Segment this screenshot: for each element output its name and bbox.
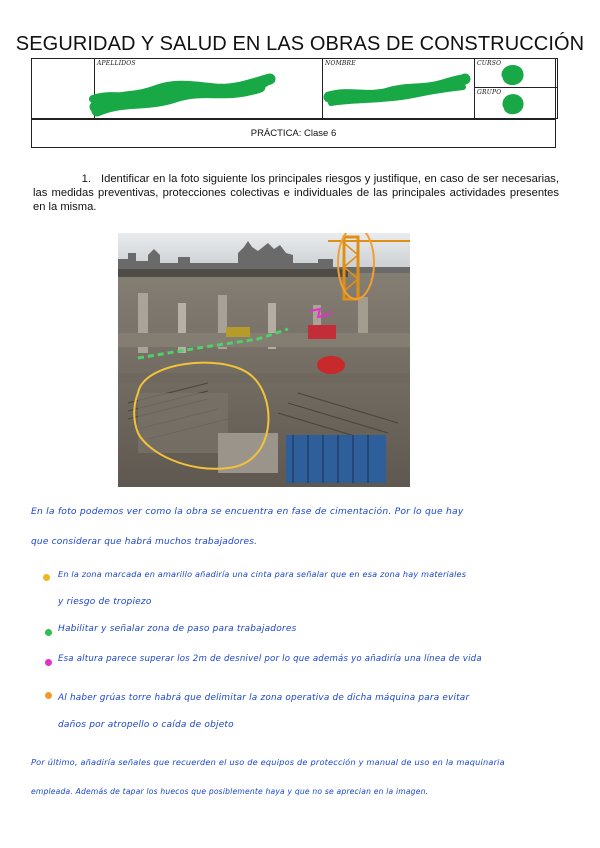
answer-closing-line-1: Por último, añadiría señales que recuerden el uso de equipos de protección y manual de uso en la maquinaria — [31, 757, 505, 767]
photo-illustration — [118, 233, 410, 487]
apellidos-label: APELLIDOS — [97, 60, 136, 67]
construction-site-photo — [118, 233, 410, 487]
answer-closing-line-2: empleada. Además de tapar los huecos que posiblemente haya y que no se aprecian en la imagen. — [31, 787, 429, 796]
grupo-label: GRUPO — [477, 89, 502, 96]
answer-bullet-1-line-1: En la zona marcada en amarillo añadiría una cinta para señalar que en esa zona hay materiales — [58, 569, 467, 579]
green-bullet-icon — [45, 629, 52, 636]
orange-bullet-icon — [45, 692, 52, 699]
grupo-cell — [474, 87, 558, 119]
question-text: Identificar en la foto siguiente los principales riesgos y justifique, en caso de ser necesarias, las medidas preventivas, protecciones colectivas e individuales de las principales actividades presentes en la misma. — [33, 173, 559, 213]
answer-bullet-2: Habilitar y señalar zona de paso para trabajadores — [58, 624, 297, 634]
answer-intro-line-1: En la foto podemos ver como la obra se encuentra en fase de cimentación. Por lo que hay — [31, 506, 464, 517]
student-info-form — [31, 58, 556, 148]
yellow-bullet-icon — [43, 574, 50, 581]
redaction-scribble — [323, 69, 473, 114]
apellidos-cell — [94, 58, 323, 119]
nombre-label: NOMBRE — [325, 60, 356, 67]
nombre-cell — [322, 58, 475, 119]
redaction-scribble — [501, 92, 525, 116]
practica-label: PRÁCTICA: Clase 6 — [250, 128, 337, 139]
question-paragraph — [33, 172, 559, 214]
answer-bullet-1-line-2: y riesgo de tropiezo — [58, 597, 152, 607]
question-number: 1. — [81, 173, 91, 185]
document-title: SEGURIDAD Y SALUD EN LAS OBRAS DE CONSTRUCCIÓN — [15, 33, 585, 55]
answer-bullet-4-line-2: daños por atropello o caída de objeto — [58, 720, 234, 730]
answer-intro-line-2: que considerar que habrá muchos trabajadores. — [31, 537, 258, 547]
curso-cell — [474, 58, 558, 88]
magenta-bullet-icon — [45, 659, 52, 666]
photo-annotation: Iza — [325, 310, 334, 317]
answer-bullet-4-line-1: Al haber grúas torre habrá que delimitar la zona operativa de dicha máquina para evitar — [58, 693, 470, 703]
curso-label: CURSO — [477, 60, 502, 67]
practica-row — [32, 119, 555, 148]
redaction-scribble — [85, 69, 305, 119]
answer-bullet-3: Esa altura parece superar los 2m de desnivel por lo que además yo añadiría una línea de vida — [58, 654, 482, 664]
redaction-scribble — [501, 63, 525, 87]
